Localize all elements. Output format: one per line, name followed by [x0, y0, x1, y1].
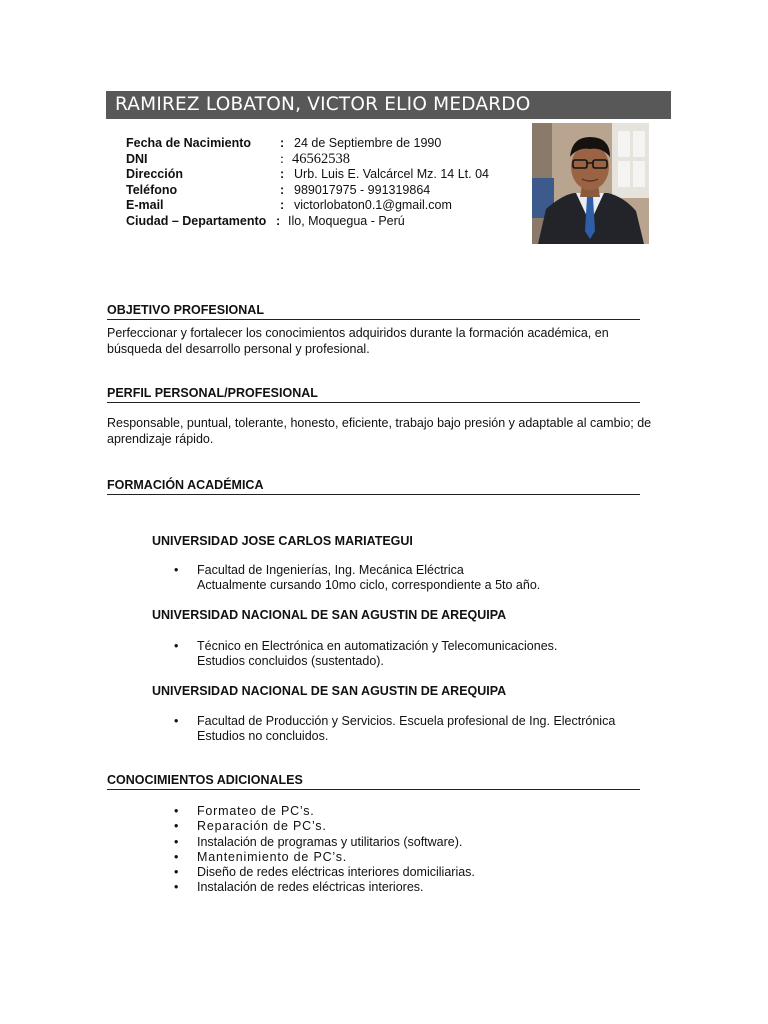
education-entry [174, 639, 557, 670]
skill-item: • Formateo de PC’s. [174, 804, 475, 819]
section-title-formacion: FORMACIÓN ACADÉMICA [107, 478, 640, 495]
info-label: Teléfono [126, 182, 178, 197]
profile-photo [532, 123, 649, 244]
section-title-conocimientos: CONOCIMIENTOS ADICIONALES [107, 773, 640, 790]
info-value: Urb. Luis E. Valcárcel Mz. 14 Lt. 04 [294, 167, 489, 181]
institution-name: UNIVERSIDAD JOSE CARLOS MARIATEGUI [152, 534, 413, 548]
education-detail: • Técnico en Electrónica en automatización y Telecomunicaciones. [174, 639, 557, 654]
skill-item: • Diseño de redes eléctricas interiores domiciliarias. [174, 865, 475, 880]
info-value: Ilo, Moquegua - Perú [288, 213, 405, 228]
profile-photo-illustration [532, 123, 649, 244]
info-value: 24 de Septiembre de 1990 [294, 136, 442, 150]
info-value: victorlobaton0.1@gmail.com [294, 198, 452, 212]
skill-item: • Reparación de PC’s. [174, 819, 475, 834]
info-value: 989017975 - 991319864 [294, 182, 431, 197]
education-entry [174, 714, 615, 745]
info-colon: : [280, 182, 285, 197]
info-value: 46562538 [292, 150, 350, 167]
perfil-text: Responsable, puntual, tolerante, honesto, eficiente, trabajo bajo presión y adaptable al cambio; de aprendizaje rápido. [107, 416, 652, 446]
skills-list [174, 804, 475, 896]
education-status: Actualmente cursando 10mo ciclo, correspondiente a 5to año. [197, 578, 541, 593]
info-label: Dirección [126, 167, 183, 181]
info-colon: : [280, 136, 285, 150]
skill-item: • Instalación de redes eléctricas interiores. [174, 880, 475, 895]
info-label: Fecha de Nacimiento [126, 136, 252, 150]
info-label: Ciudad – Departamento [126, 213, 267, 228]
skill-item: • Instalación de programas y utilitarios (software). [174, 835, 475, 850]
info-colon: : [280, 198, 285, 212]
objetivo-text: Perfeccionar y fortalecer los conocimientos adquiridos durante la formación académica, en búsqueda del desarrollo personal y profesional. [107, 326, 609, 356]
section-title-objetivo: OBJETIVO PROFESIONAL [107, 303, 640, 320]
skill-item: • Mantenimiento de PC’s. [174, 850, 475, 865]
info-colon: : [280, 151, 284, 167]
education-entry [174, 563, 540, 594]
education-detail: • Facultad de Producción y Servicios. Escuela profesional de Ing. Electrónica [174, 714, 615, 729]
info-label: E-mail [126, 198, 164, 212]
institution-name: UNIVERSIDAD NACIONAL DE SAN AGUSTIN DE AREQUIPA [152, 608, 507, 622]
section-title-perfil: PERFIL PERSONAL/PROFESIONAL [107, 386, 640, 403]
info-colon: : [276, 213, 281, 228]
full-name: RAMIREZ LOBATON, VICTOR ELIO MEDARDO [115, 94, 531, 115]
info-colon: : [280, 167, 285, 181]
name-banner [106, 91, 671, 119]
institution-name: UNIVERSIDAD NACIONAL DE SAN AGUSTIN DE AREQUIPA [152, 684, 507, 698]
education-status: Estudios concluidos (sustentado). [197, 654, 384, 669]
education-status: Estudios no concluidos. [197, 729, 329, 744]
info-label: DNI [126, 151, 148, 166]
education-detail: • Facultad de Ingenierías, Ing. Mecánica Eléctrica [174, 563, 540, 578]
